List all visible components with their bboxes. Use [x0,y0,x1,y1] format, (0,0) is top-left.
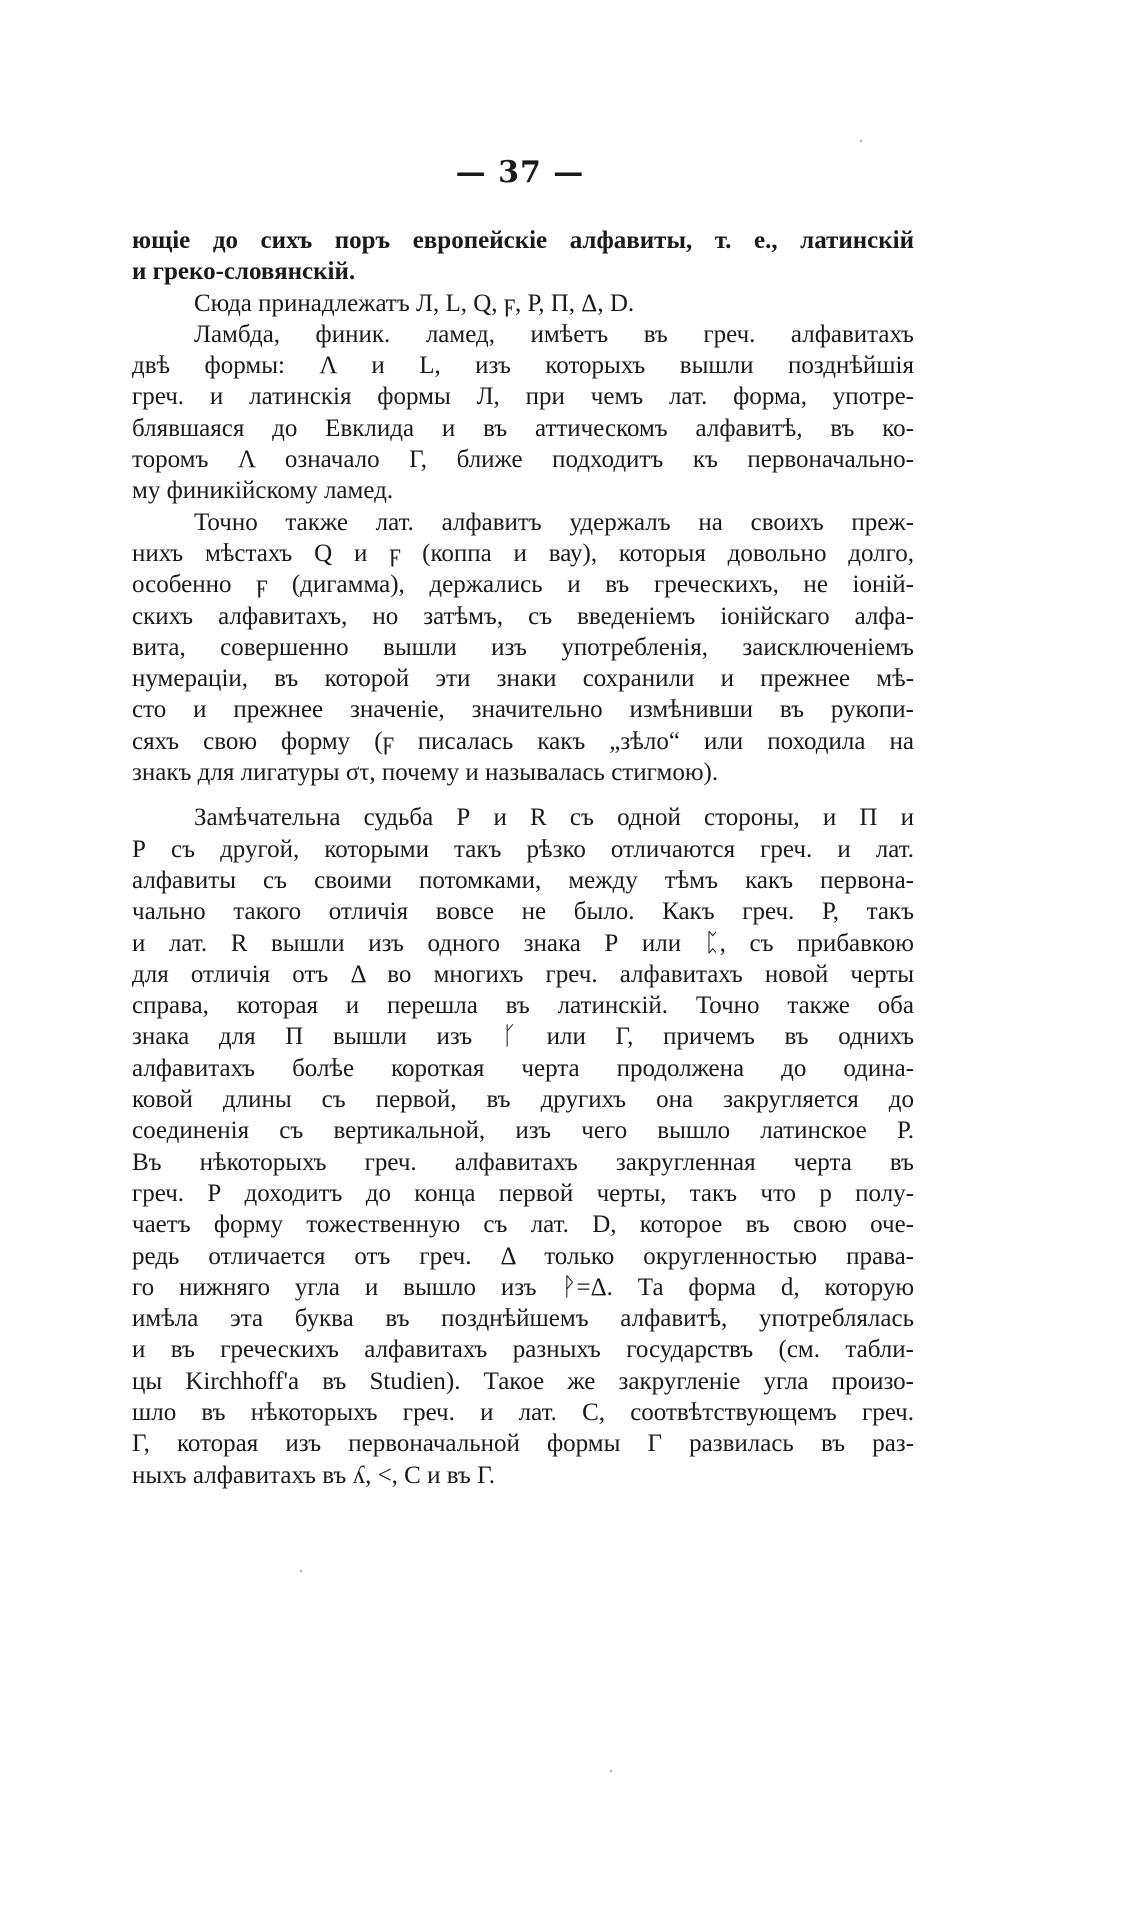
text-line: нихъ мѣстахъ Q и ϝ (коппа и вау), которыя довольно долго, [132,539,914,567]
paragraph [132,319,914,507]
text-line: двѣ формы: Λ и L, изъ которыхъ вышли позднѣйшія [132,352,914,380]
text-line: сто и прежнее значеніе, значительно измѣнивши въ рукопи- [132,696,914,724]
text-line: греч. и латинскія формы Л, при чемъ лат. форма, употре- [132,383,914,411]
text-line: нумераціи, въ которой эти знаки сохранили и прежнее мѣ- [132,665,914,693]
text-line: блявшаяся до Евклида и въ аттическомъ алфавитѣ, въ ко- [132,414,914,442]
text-line: чально такого отличія вовсе не было. Какъ греч. Р, такъ [132,898,914,926]
text-line: и въ греческихъ алфавитахъ разныхъ государствъ (см. табли- [132,1336,914,1364]
page-number: — 37 — [455,155,585,190]
text-line: му финикійскому ламед. [132,477,394,505]
text-line: Р съ другой, которыми такъ рѣзко отличаются греч. и лат. [132,835,914,863]
text-line: Ламбда, финик. ламед, имѣетъ въ греч. алфавитахъ [194,320,914,348]
text-line: греч. Р доходитъ до конца первой черты, такъ что р полу- [132,1179,914,1207]
text-line: соединенія съ вертикальной, изъ чего вышло латинское Р. [132,1117,914,1145]
scan-speck [300,1570,302,1572]
text-line: Сюда принадлежатъ Л, L, Q, ϝ, Р, П, Δ, D. [194,289,635,317]
scan-speck [860,140,862,142]
text-line: Замѣчательна судьба Р и R съ одной стороны, и П и [194,804,914,832]
paragraph-gap [132,788,914,802]
text-line: скихъ алфавитахъ, но затѣмъ, съ введеніемъ іонійскаго алфа- [132,602,914,630]
paragraph [132,225,914,288]
text-line: алфавиты съ своими потомками, между тѣмъ какъ первона- [132,866,914,894]
body-text [132,225,914,1491]
text-line: алфавитахъ болѣе короткая черта продолжена до одина- [132,1054,914,1082]
paragraph [132,507,914,789]
paragraph [132,802,914,1491]
text-line: редь отличается отъ греч. Δ только округленностью права- [132,1242,914,1270]
scan-speck [610,1770,612,1772]
text-line: справа, которая и перешла въ латинскій. Точно также оба [132,992,914,1020]
text-line: знака для П вышли изъ ᚴ или Г, причемъ въ однихъ [132,1023,914,1051]
text-line: имѣла эта буква въ позднѣйшемъ алфавитѣ, употреблялась [132,1305,914,1333]
text-line: торомъ Λ означало Г, ближе подходитъ къ первоначально- [132,446,914,474]
text-line: Въ нѣкоторыхъ греч. алфавитахъ закругленная черта въ [132,1148,914,1176]
text-line: для отличія отъ Δ во многихъ греч. алфавитахъ новой черты [132,960,914,988]
text-line: особенно ϝ (дигамма), держались и въ греческихъ, не іоній- [132,571,914,599]
text-line: ныхъ алфавитахъ въ ʎ, <, С и въ Г. [132,1461,495,1489]
text-line: Г, которая изъ первоначальной формы Г развилась въ раз- [132,1430,914,1458]
text-line: сяхъ свою форму (ϝ писалась какъ „зѣло“ или походила на [132,727,914,755]
text-line: чаетъ форму тожественную съ лат. D, которое въ свою оче- [132,1211,914,1239]
text-line: цы Kirchhoff'а въ Studien). Такое же закругленіе угла произо- [132,1367,914,1395]
text-line: ющіе до сихъ поръ европейскіе алфавиты, т. е., латинскій [132,227,914,254]
text-line: шло въ нѣкоторыхъ греч. и лат. С, соотвѣтствующемъ греч. [132,1398,914,1426]
text-line: и лат. R вышли изъ одного знака Р или ᛈ, съ прибавкою [132,929,914,957]
paragraph [132,288,914,319]
text-line: Точно также лат. алфавитъ удержалъ на своихъ преж- [194,508,914,536]
text-line: знакъ для лигатуры στ, почему и называлась стигмою). [132,759,719,787]
text-line: го нижняго угла и вышло изъ ᚹ=Δ. Та форма d, которую [132,1273,914,1301]
text-line: ковой длины съ первой, въ другихъ она закругляется до [132,1086,914,1114]
text-line: и греко-словянскій. [132,258,356,286]
text-line: вита, совершенно вышли изъ употребленія, заисключеніемъ [132,633,914,661]
